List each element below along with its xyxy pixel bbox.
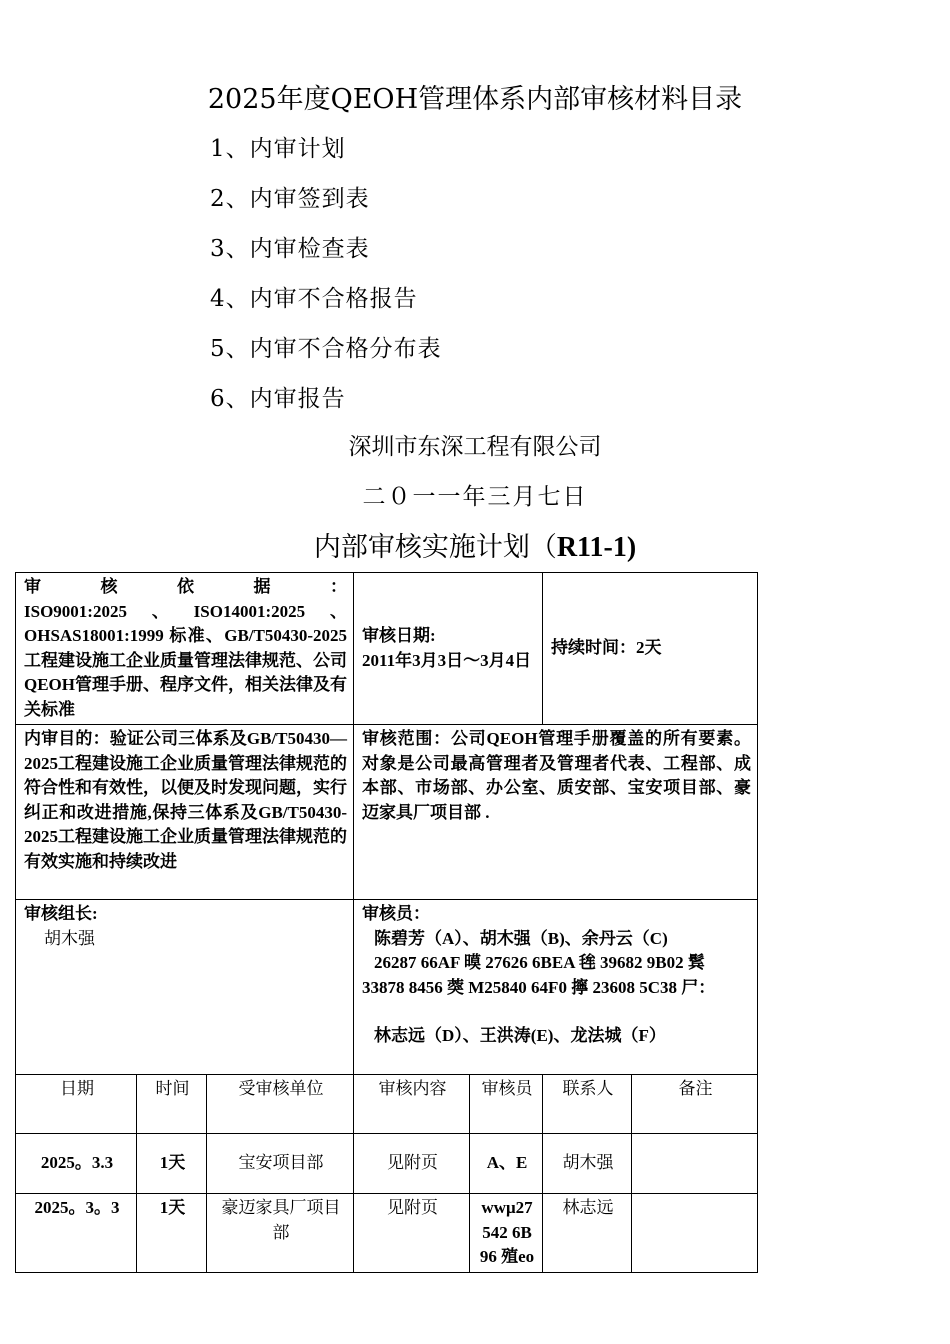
company-name: 深圳市东深工程有限公司 (348, 434, 602, 460)
audit-plan-table (15, 572, 758, 1273)
table-row (16, 1134, 758, 1194)
document-date: 二０一一年三月七日 (362, 484, 588, 510)
auditors-line: 26287 66AF 暯 27626 6BEA 毪 39682 9B02 鬂 33878 8456 葖 M25840 64F0 擰 23608 5C38 尸： (362, 953, 716, 997)
row-time: 1天 (137, 1194, 207, 1273)
audit-date-label: 审核日期: (362, 626, 436, 645)
schedule-header-row (16, 1075, 758, 1134)
audit-basis-cell (16, 573, 354, 725)
header-date: 日期 (16, 1075, 137, 1134)
row-contact: 林志远 (543, 1194, 632, 1273)
auditors-line: 林志远（D）、王洪涛(E)、龙法城（F） (374, 1026, 666, 1045)
auditors-cell (354, 900, 758, 1075)
header-unit: 受审核单位 (207, 1075, 354, 1134)
toc-item: 3、内审检查表 (210, 236, 370, 262)
auditors-row (16, 900, 758, 1075)
row-content: 见附页 (354, 1134, 470, 1194)
row-date: 2025。3。3 (16, 1194, 137, 1273)
basis-row (16, 573, 758, 725)
header-content: 审核内容 (354, 1075, 470, 1134)
header-note: 备注 (632, 1075, 758, 1134)
table-row (16, 1194, 758, 1273)
header-contact: 联系人 (543, 1075, 632, 1134)
auditors-line: 陈碧芳（A）、胡木强（B)、余丹云（C) (374, 928, 668, 948)
row-time: 1天 (137, 1134, 207, 1194)
duration-text: 持续时间：2天 (551, 638, 662, 658)
label-char: 核 (100, 577, 118, 596)
row-contact: 胡木强 (543, 1134, 632, 1194)
audit-purpose-text: 内审目的：验证公司三体系及GB/T50430—2025工程建设施工企业质量管理法律规范的符合性和有效性，以便及时发现问题，实行纠正和改进措施,保持三体系及GB/T50430-2025工程建设施工企业质量管理法律规范的有效实施和持续改进 (24, 729, 348, 871)
audit-date-cell (354, 573, 543, 725)
audit-basis-text: ISO9001:2025、ISO14001:2025、OHSAS18001:1999 标准、GB/T50430-2025工程建设施工企业质量管理法律规范、公司QEOH管理手册、程序文件，相关法律及有关标准 (24, 601, 348, 719)
leader-label: 审核组长: (24, 904, 98, 923)
plan-title-text: 内部审核实施计划（ (313, 532, 557, 563)
audit-purpose-cell (16, 725, 354, 900)
row-auditor: A、E (470, 1134, 543, 1194)
row-unit: 宝安项目部 (207, 1134, 354, 1194)
label-char: ： (330, 577, 347, 596)
leader-name: 胡木强 (44, 928, 95, 949)
header-time: 时间 (137, 1075, 207, 1134)
toc-item: 4、内审不合格报告 (210, 286, 418, 312)
row-note (632, 1134, 758, 1194)
auditors-label: 审核员： (362, 904, 431, 923)
toc-item: 1、内审计划 (210, 136, 346, 162)
purpose-row (16, 725, 758, 900)
plan-title (0, 528, 950, 568)
plan-code: R11-1) (556, 532, 637, 563)
audit-scope-cell (354, 725, 758, 900)
document-title: 2025年度QEOH管理体系内部审核材料目录 (207, 84, 743, 115)
audit-date-value: 2011年3月3日～3月4日 (362, 650, 532, 670)
row-auditor: wwμ27542 6B96 殖eo (470, 1194, 543, 1273)
toc-item: 6、内审报告 (210, 386, 346, 412)
toc-item: 5、内审不合格分布表 (210, 336, 442, 362)
table-of-contents (210, 130, 442, 430)
toc-item: 2、内审签到表 (210, 186, 370, 212)
row-content: 见附页 (354, 1194, 470, 1273)
audit-basis-label (24, 575, 347, 600)
header-auditor: 审核员 (470, 1075, 543, 1134)
row-date: 2025。3.3 (16, 1134, 137, 1194)
row-unit: 豪迈家具厂项目部 (207, 1194, 354, 1273)
label-char: 依 (177, 577, 194, 596)
leader-cell (16, 900, 354, 1075)
label-char: 审 (24, 577, 41, 596)
duration-cell (543, 573, 758, 725)
label-char: 据 (253, 577, 271, 596)
audit-scope-text: 审核范围：公司QEOH管理手册覆盖的所有要素。对象是公司最高管理者及管理者代表、工程部、成本部、市场部、办公室、质安部、宝安项目部、豪迈家具厂项目部 . (362, 729, 752, 822)
spacer (362, 1000, 751, 1024)
row-note (632, 1194, 758, 1273)
